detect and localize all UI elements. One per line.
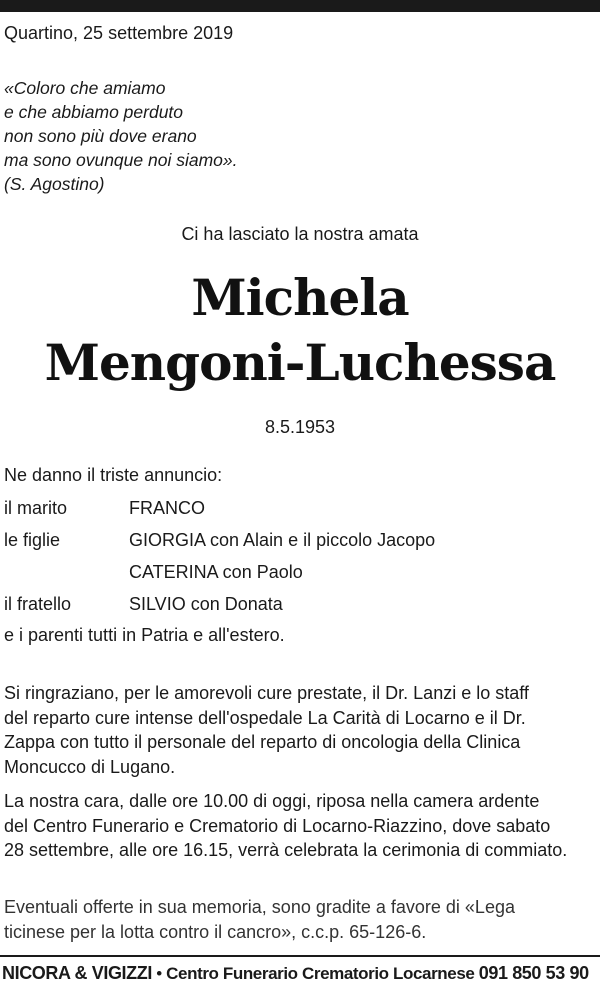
deceased-first-name: Michela	[191, 268, 409, 327]
paragraph-line: Si ringraziano, per le amorevoli cure prestate, il Dr. Lanzi e lo staff	[4, 683, 529, 703]
family-row	[4, 562, 303, 583]
place-date: Quartino, 25 settembre 2019	[4, 23, 234, 43]
thanks-paragraph	[4, 681, 529, 779]
paragraph-line: del reparto cure intense dell'ospedale La Carità di Locarno e il Dr.	[4, 707, 526, 728]
paragraph-line: La nostra cara, dalle ore 10.00 di oggi, riposa nella camera ardente	[4, 791, 540, 811]
quote-block	[4, 76, 237, 196]
top-rule	[0, 0, 600, 12]
announce-text: Ne danno il triste annuncio:	[4, 465, 223, 485]
footer-rule	[0, 955, 600, 957]
paragraph-line: Moncucco di Lugano.	[4, 756, 176, 777]
funeral-home-description: Centro Funerario Crematorio Locarnese	[166, 964, 475, 983]
family-row	[4, 530, 435, 551]
relatives-text: e i parenti tutti in Patria e all'estero.	[4, 625, 285, 645]
family-row	[4, 594, 283, 615]
paragraph-line: del Centro Funerario e Crematorio di Locarno-Riazzino, dove sabato	[4, 815, 551, 836]
family-names: SILVIO con Donata	[129, 594, 283, 614]
family-relation: il fratello	[4, 594, 72, 614]
family-relation: il marito	[4, 498, 68, 518]
quote-line: non sono più dove erano	[4, 126, 197, 146]
family-names: FRANCO	[129, 498, 205, 518]
quote-line: ma sono ovunque noi siamo».	[4, 150, 238, 170]
quote-author: (S. Agostino)	[4, 174, 105, 194]
paragraph-line: Zappa con tutto il personale del reparto di oncologia della Clinica	[4, 732, 521, 752]
bullet-separator: •	[156, 964, 162, 983]
family-names: CATERINA con Paolo	[129, 562, 303, 582]
family-names: GIORGIA con Alain e il piccolo Jacopo	[129, 530, 436, 550]
paragraph-line: 28 settembre, alle ore 16.15, verrà celebrata la cerimonia di commiato.	[4, 840, 568, 860]
ceremony-paragraph	[4, 789, 567, 863]
deceased-last-name: Mengoni-Luchessa	[44, 333, 556, 392]
quote-line: e che abbiamo perduto	[4, 102, 184, 122]
family-row	[4, 498, 205, 519]
family-relation: le figlie	[4, 530, 61, 550]
offerings-paragraph	[4, 895, 515, 944]
funeral-home-footer	[2, 963, 589, 984]
paragraph-line: ticinese per la lotta contro il cancro», c.c.p. 65-126-6.	[4, 921, 427, 942]
quote-line: «Coloro che amiamo	[4, 78, 166, 98]
intro-text: Ci ha lasciato la nostra amata	[181, 224, 419, 244]
funeral-home-phone: 091 850 53 90	[478, 963, 589, 983]
birth-date: 8.5.1953	[264, 417, 336, 437]
funeral-home-brand: NICORA & VIGIZZI	[2, 963, 152, 983]
paragraph-line: Eventuali offerte in sua memoria, sono gradite a favore di «Lega	[4, 897, 515, 917]
